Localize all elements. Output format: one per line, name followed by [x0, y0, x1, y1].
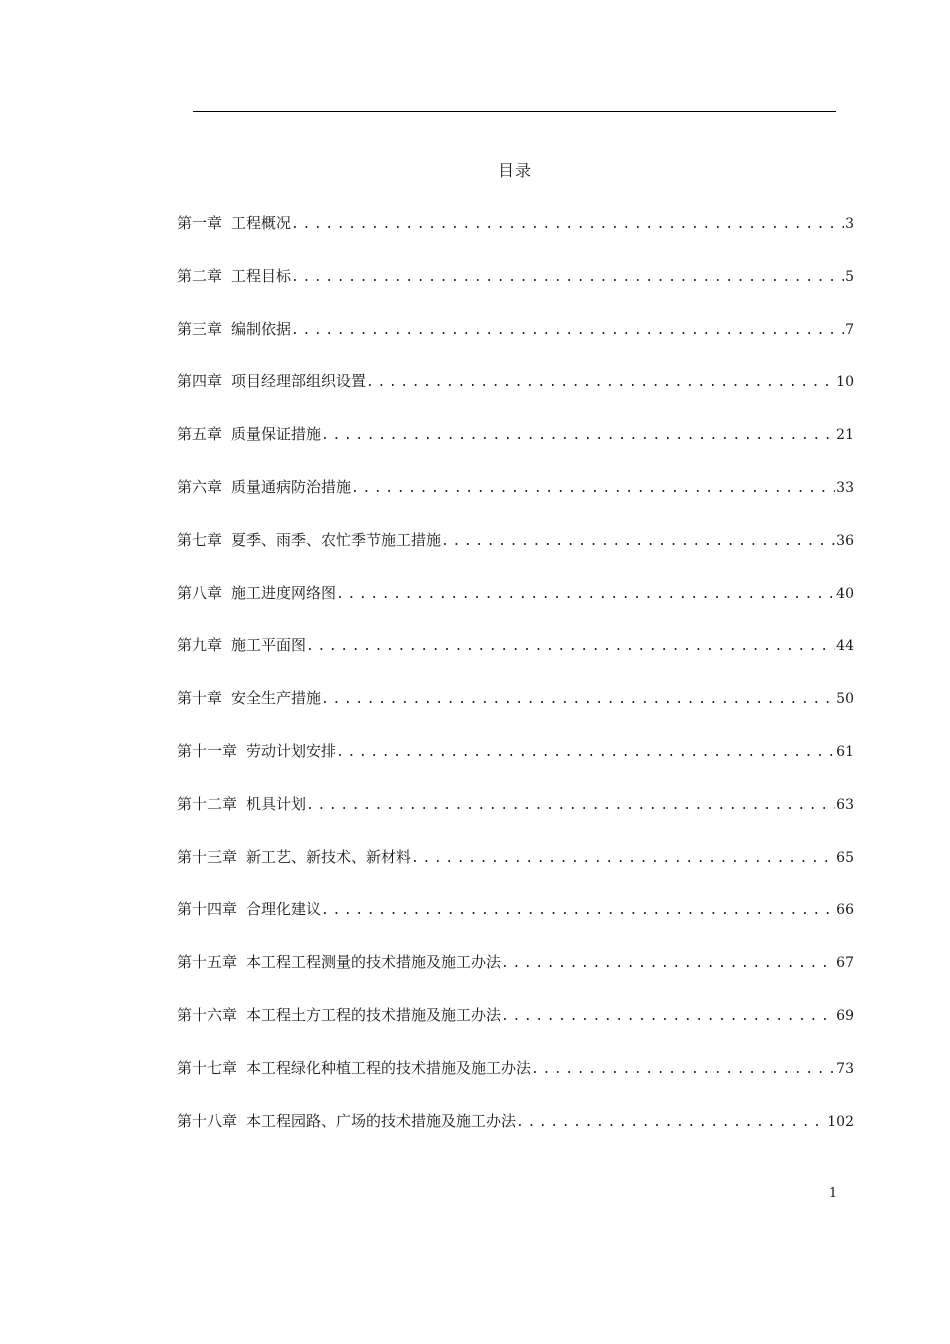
toc-page-number: 3: [845, 216, 854, 232]
toc-entry[interactable]: [177, 896, 854, 949]
toc-chapter-number: 第三章: [177, 319, 223, 338]
toc-entry[interactable]: [177, 1002, 854, 1055]
toc-chapter-heading: 安全生产措施: [231, 689, 322, 708]
toc-entry[interactable]: [177, 368, 854, 421]
toc-chapter-number: 第八章: [177, 583, 223, 602]
toc-chapter-heading: 质量保证措施: [231, 425, 322, 444]
toc-entry[interactable]: [177, 844, 854, 897]
toc-dot-leader: [291, 212, 844, 238]
toc-title: 目录: [497, 161, 532, 180]
toc-dot-leader: [531, 1057, 835, 1083]
toc-page-number: 73: [836, 1060, 854, 1077]
toc-page-number: 21: [836, 427, 854, 444]
toc-dot-leader: [501, 951, 835, 977]
toc-entry[interactable]: [177, 421, 854, 474]
toc-entry[interactable]: [177, 1108, 854, 1161]
toc-dot-leader: [351, 476, 835, 502]
toc-page-number: 10: [836, 374, 854, 391]
toc-chapter-number: 第十四章: [177, 900, 238, 919]
toc-chapter-number: 第四章: [177, 372, 223, 391]
toc-dot-leader: [501, 1004, 835, 1030]
toc-page-number: 67: [836, 955, 854, 972]
toc-list: [177, 210, 854, 1160]
toc-chapter-heading: 劳动计划安排: [246, 741, 337, 760]
toc-chapter-heading: 本工程绿化种植工程的技术措施及施工办法: [246, 1058, 532, 1077]
toc-chapter-number: 第十五章: [177, 953, 238, 972]
toc-entry[interactable]: [177, 474, 854, 527]
toc-entry[interactable]: [177, 316, 854, 369]
toc-chapter-number: 第七章: [177, 530, 223, 549]
toc-page-number: 50: [836, 691, 854, 708]
toc-chapter-number: 第十二章: [177, 794, 238, 813]
toc-chapter-number: 第十一章: [177, 741, 238, 760]
toc-dot-leader: [306, 793, 835, 819]
toc-entry[interactable]: [177, 632, 854, 685]
toc-chapter-heading: 质量通病防治措施: [231, 477, 352, 496]
toc-chapter-heading: 新工艺、新技术、新材料: [246, 847, 412, 866]
toc-page-number: 66: [836, 902, 854, 919]
toc-chapter-heading: 施工进度网络图: [231, 583, 337, 602]
toc-entry[interactable]: [177, 210, 854, 263]
toc-chapter-number: 第十三章: [177, 847, 238, 866]
toc-entry[interactable]: [177, 685, 854, 738]
toc-chapter-heading: 本工程园路、广场的技术措施及施工办法: [246, 1111, 517, 1130]
toc-entry[interactable]: [177, 791, 854, 844]
toc-page-number: 7: [845, 321, 854, 338]
toc-entry[interactable]: [177, 738, 854, 791]
toc-chapter-number: 第九章: [177, 636, 223, 655]
toc-entry[interactable]: [177, 263, 854, 316]
toc-chapter-heading: 施工平面图: [231, 636, 307, 655]
toc-page-number: 44: [836, 638, 854, 655]
toc-chapter-heading: 本工程土方工程的技术措施及施工办法: [246, 1005, 502, 1024]
toc-page-number: 69: [836, 1007, 854, 1024]
toc-page-number: 63: [836, 796, 854, 813]
toc-dot-leader: [336, 582, 835, 608]
toc-chapter-number: 第十八章: [177, 1111, 238, 1130]
toc-chapter-heading: 合理化建议: [246, 900, 322, 919]
toc-chapter-number: 第十六章: [177, 1005, 238, 1024]
toc-page-number: 102: [827, 1113, 854, 1130]
toc-chapter-heading: 编制依据: [231, 319, 292, 338]
toc-dot-leader: [321, 898, 835, 924]
toc-chapter-heading: 夏季、雨季、农忙季节施工措施: [231, 530, 442, 549]
toc-dot-leader: [516, 1110, 826, 1136]
toc-page-number: 36: [836, 532, 854, 549]
toc-chapter-heading: 工程目标: [231, 266, 292, 285]
toc-chapter-heading: 本工程工程测量的技术措施及施工办法: [246, 953, 502, 972]
toc-page-number: 40: [836, 585, 854, 602]
toc-chapter-heading: 机具计划: [246, 794, 307, 813]
toc-dot-leader: [336, 740, 835, 766]
toc-chapter-heading: 工程概况: [231, 214, 292, 232]
toc-chapter-number: 第二章: [177, 266, 223, 285]
toc-chapter-number: 第十七章: [177, 1058, 238, 1077]
toc-dot-leader: [411, 846, 835, 872]
toc-entry[interactable]: [177, 1055, 854, 1108]
toc-entry[interactable]: [177, 949, 854, 1002]
toc-chapter-number: 第六章: [177, 477, 223, 496]
toc-page-number: 5: [845, 268, 854, 285]
toc-dot-leader: [291, 318, 844, 344]
toc-chapter-number: 第十章: [177, 689, 223, 708]
toc-dot-leader: [321, 687, 835, 713]
toc-entry[interactable]: [177, 527, 854, 580]
toc-dot-leader: [366, 370, 835, 396]
header-rule: [193, 111, 836, 112]
toc-chapter-heading: 项目经理部组织设置: [231, 372, 367, 391]
toc-dot-leader: [321, 423, 835, 449]
toc-dot-leader: [441, 529, 835, 555]
toc-dot-leader: [306, 634, 835, 660]
toc-chapter-number: 第五章: [177, 425, 223, 444]
toc-dot-leader: [291, 265, 844, 291]
toc-entry[interactable]: [177, 580, 854, 633]
toc-page-number: 33: [836, 479, 854, 496]
page-number: 1: [828, 1186, 838, 1201]
toc-page-number: 61: [836, 743, 854, 760]
toc-chapter-number: 第一章: [177, 214, 223, 232]
toc-page-number: 65: [836, 849, 854, 866]
